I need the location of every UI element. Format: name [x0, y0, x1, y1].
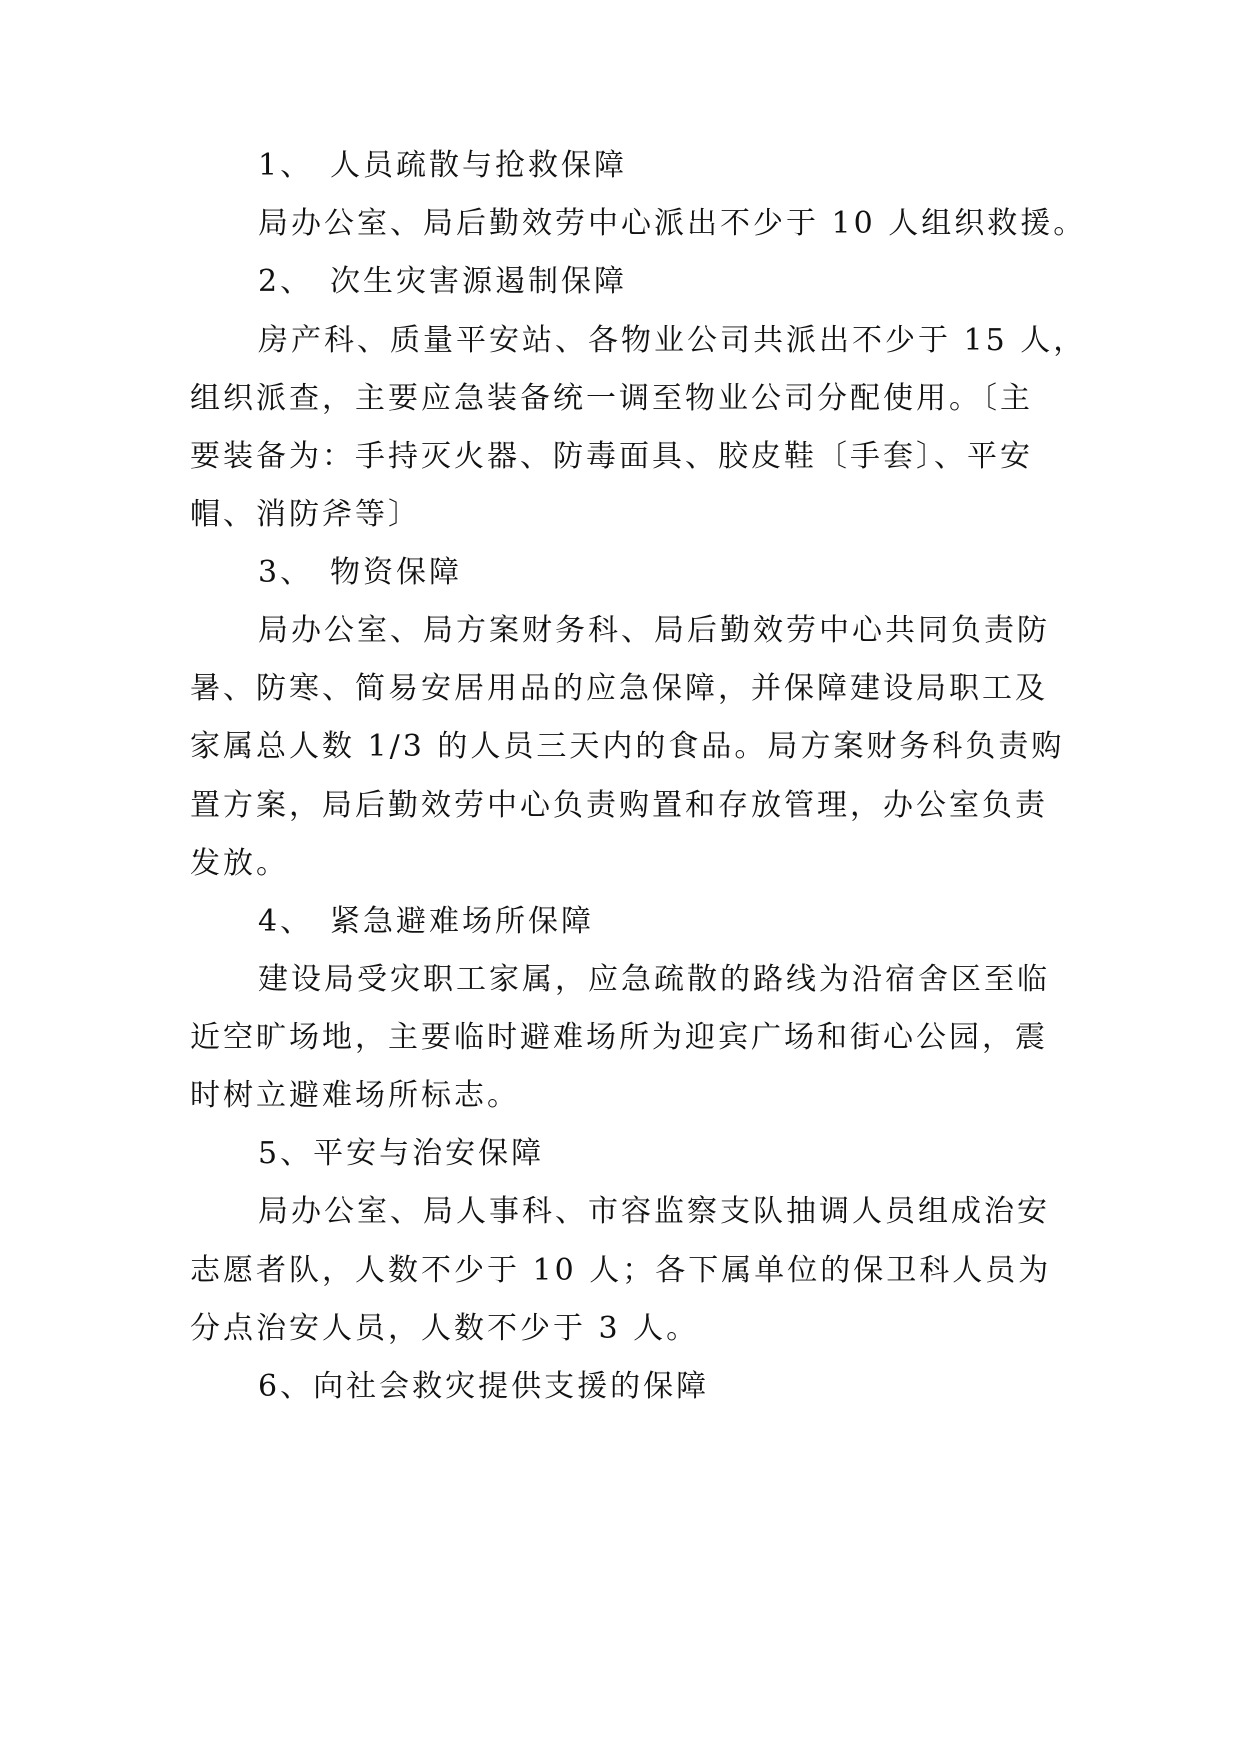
- section-title: 次生灾害源遏制保障: [330, 264, 627, 299]
- section-number: 3、: [258, 555, 314, 590]
- paragraph-line: 组织派查，主要应急装备统一调至物业公司分配使用。〔主: [190, 381, 1033, 416]
- paragraph-line: 局办公室、局方案财务科、局后勤效劳中心共同负责防: [258, 613, 1050, 648]
- section-number: 1、: [258, 148, 314, 183]
- paragraph-line: 近空旷场地，主要临时避难场所为迎宾广场和街心公园，震: [190, 1020, 1048, 1055]
- paragraph-line: 置方案，局后勤效劳中心负责购置和存放管理，办公室负责: [190, 788, 1048, 823]
- section-title: 平安与治安保障: [313, 1136, 545, 1171]
- section-3-heading: [0, 553, 1241, 593]
- paragraph-line: 分点治安人员，人数不少于 3 人。: [190, 1311, 700, 1346]
- paragraph-line: 时树立避难场所标志。: [190, 1078, 520, 1113]
- section-title: 紧急避难场所保障: [330, 904, 594, 939]
- paragraph-line: 建设局受灾职工家属，应急疏散的路线为沿宿舍区至临: [258, 962, 1050, 997]
- section-title: 人员疏散与抢救保障: [330, 148, 627, 183]
- paragraph-line: 帽、消防斧等〕: [190, 497, 421, 532]
- paragraph-line: 暑、防寒、简易安居用品的应急保障，并保障建设局职工及: [190, 671, 1048, 706]
- section-2-heading: [0, 262, 1241, 302]
- section-5-heading: [0, 1134, 1241, 1174]
- section-title: 物资保障: [330, 555, 462, 590]
- section-number: 5、: [258, 1136, 314, 1171]
- section-4-heading: [0, 902, 1241, 942]
- paragraph-line: 家属总人数 1/3 的人员三天内的食品。局方案财务科负责购: [190, 729, 1065, 764]
- paragraph-line: 志愿者队，人数不少于 10 人；各下属单位的保卫科人员为: [190, 1253, 1052, 1288]
- paragraph-line: 局办公室、局人事科、市容监察支队抽调人员组成治安: [258, 1194, 1050, 1229]
- paragraph-line: 局办公室、局后勤效劳中心派出不少于 10 人组织救援。: [258, 206, 1087, 241]
- section-number: 4、: [258, 904, 314, 939]
- section-1-heading: [0, 146, 1241, 186]
- paragraph-line: 发放。: [190, 846, 289, 881]
- paragraph-line: 房产科、质量平安站、各物业公司共派出不少于 15 人，: [258, 323, 1087, 358]
- section-6-heading: [0, 1367, 1241, 1407]
- section-number: 6、: [258, 1369, 314, 1404]
- paragraph-line: 要装备为：手持灭火器、防毒面具、胶皮鞋〔手套〕、平安: [190, 439, 1033, 474]
- section-number: 2、: [258, 264, 314, 299]
- section-title: 向社会救灾提供支援的保障: [313, 1369, 710, 1404]
